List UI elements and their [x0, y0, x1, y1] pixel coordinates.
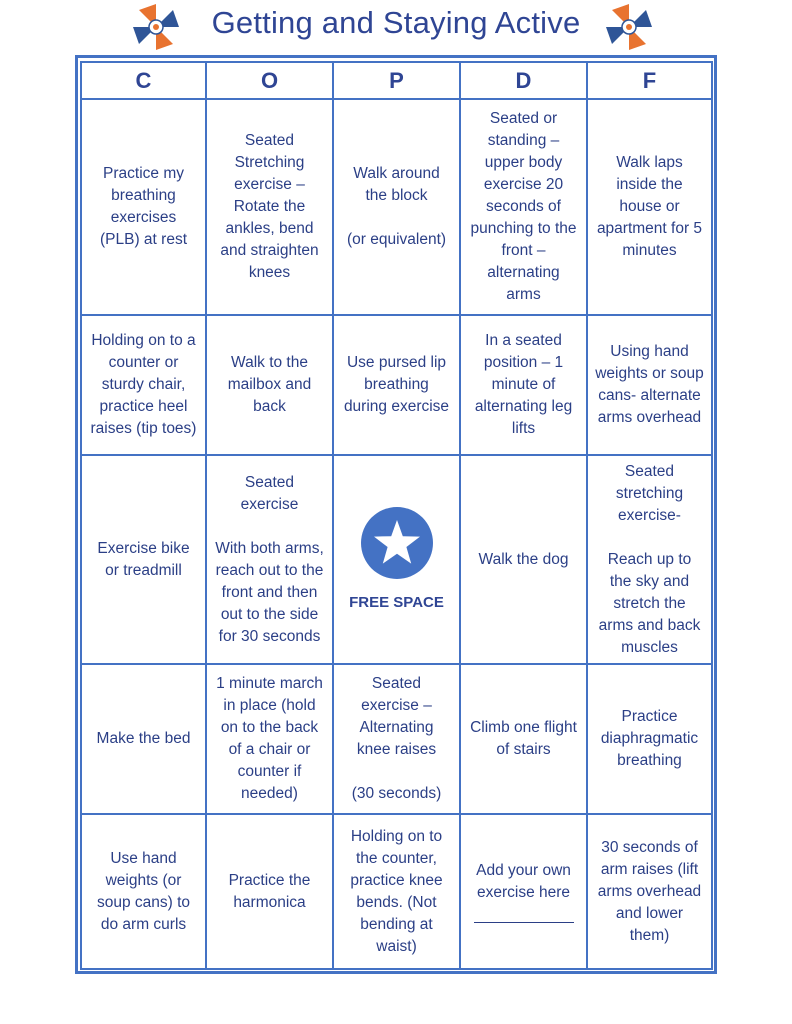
column-header-d: D — [460, 62, 587, 99]
header-row — [81, 62, 712, 99]
cell-text: Add your own exercise here — [476, 862, 571, 901]
table-row — [81, 315, 712, 455]
bingo-cell — [206, 664, 333, 814]
write-in-line[interactable] — [474, 922, 574, 923]
cell-text: Practice my breathing exercises (PLB) at rest — [100, 165, 187, 248]
free-space-label: FREE SPACE — [349, 593, 444, 611]
column-header-p: P — [333, 62, 460, 99]
page-title: Getting and Staying Active — [211, 5, 581, 40]
bingo-cell — [333, 664, 460, 814]
cell-text: Walk laps inside the house or apartment for 5 minutes — [596, 154, 703, 259]
cell-text: 1 minute march in place (hold on to the back of a chair or counter if needed) — [216, 675, 323, 802]
table-row — [81, 455, 712, 664]
cell-text: Make the bed — [96, 730, 191, 747]
cell-text: Seated or standing – upper body exercise 20 seconds of punching to the front – alternating arms — [470, 110, 577, 303]
cell-text: Climb one flight of stairs — [470, 719, 577, 758]
cell-text: In a seated position – 1 minute of alternating leg lifts — [474, 332, 573, 437]
bingo-cell — [587, 315, 712, 455]
bingo-cell — [333, 814, 460, 969]
star-icon — [360, 506, 434, 580]
bingo-cell — [460, 315, 587, 455]
pinwheel-icon — [604, 2, 654, 52]
cell-text: Walk to the mailbox and back — [227, 354, 312, 415]
cell-text: Exercise bike or treadmill — [97, 539, 190, 579]
cell-text: 30 seconds of arm raises (lift arms overhead and lower them) — [597, 838, 702, 944]
table-row — [81, 814, 712, 969]
bingo-cell — [81, 315, 206, 455]
column-header-o: O — [206, 62, 333, 99]
pinwheel-icon — [131, 2, 181, 52]
bingo-cell — [81, 99, 206, 315]
column-header-c: C — [81, 62, 206, 99]
cell-text: Use hand weights (or soup cans) to do arm curls — [96, 849, 191, 933]
bingo-cell — [460, 664, 587, 814]
cell-text: Holding on to a counter or sturdy chair, practice heel raises (tip toes) — [90, 332, 197, 437]
bingo-cell — [333, 99, 460, 315]
bingo-cell — [587, 99, 712, 315]
bingo-cell — [206, 315, 333, 455]
cell-text: Walk the dog — [478, 550, 569, 568]
bingo-cell — [460, 814, 587, 969]
cell-text: Seated exercise With both arms, reach out to the front and then out to the side for 30 seconds — [215, 473, 324, 645]
bingo-cell — [206, 455, 333, 664]
bingo-cell — [206, 99, 333, 315]
table-row — [81, 99, 712, 315]
bingo-cell — [81, 814, 206, 969]
cell-text: Seated stretching exercise- Reach up to the sky and stretch the arms and back muscles — [598, 462, 701, 656]
cell-text: Seated exercise – Alternating knee raises (30 seconds) — [351, 675, 442, 802]
bingo-cell — [587, 814, 712, 969]
bingo-cell — [206, 814, 333, 969]
column-header-f: F — [587, 62, 712, 99]
cell-text: Seated Stretching exercise – Rotate the ankles, bend and straighten knees — [220, 132, 319, 281]
cell-text: Use pursed lip breathing during exercise — [343, 354, 450, 415]
bingo-cell — [81, 455, 206, 664]
cell-text: Holding on to the counter, practice knee bends. (Not bending at waist) — [350, 827, 443, 955]
cell-text: Using hand weights or soup cans- alternate arms overhead — [595, 343, 704, 426]
free-space-cell — [333, 455, 460, 664]
bingo-cell — [81, 664, 206, 814]
table-row — [81, 664, 712, 814]
cell-text: Walk around the block (or equivalent) — [346, 165, 447, 248]
bingo-cell — [587, 455, 712, 664]
bingo-cell — [333, 315, 460, 455]
cell-text: Practice diaphragmatic breathing — [600, 708, 699, 769]
bingo-cell — [587, 664, 712, 814]
bingo-cell — [460, 455, 587, 664]
cell-text: Practice the harmonica — [228, 871, 311, 911]
bingo-grid — [80, 61, 713, 970]
bingo-cell — [460, 99, 587, 315]
